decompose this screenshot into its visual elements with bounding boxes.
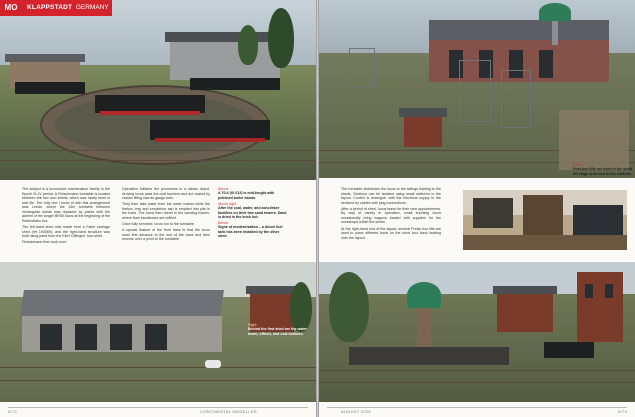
paragraph: At the right-hand end of the layout, several Preiss box lifts are used to place different locos on the short loco track leading onto the layout. [341, 226, 441, 240]
paragraph: Operation imitates the processes in a steam depot. Arriving locos pass the coal bunkers and are coaled by cranes lifting narrow gauge tubs. [122, 187, 210, 201]
layout-title: KLAPPSTADT [27, 4, 73, 11]
paragraph: They then take water from the water cranes while the firebox, tray and smokebox ash is emptied into pits in the track. The locos then travel to the sanding towers, where their sandboxes are refilled. [122, 202, 210, 220]
paragraph: The turntable distributes the locos to the sidings leading to the sheds. Sections can be isolated using small switches in the layout. Control is analogue, with the electrical supply to the sections by cables with plug connections. [341, 187, 441, 205]
page-number-right: 0/73 [618, 409, 627, 414]
magazine-name: CONTINENTAL MODELLER [200, 409, 257, 414]
page-number-left: 0/72 [8, 409, 17, 414]
paragraph: Once fully serviced, locos run to the turntable. [122, 222, 195, 227]
layout-country: GERMANY [75, 4, 109, 11]
paragraph: The left-hand shed was made from a Faller carriage shed (ref 190069), and the right-hand structure was built using parts from the Kibri ‘Dillingen’ loco shed. [22, 224, 110, 239]
body-column-2 [122, 187, 210, 243]
section-badge: MO [0, 0, 22, 16]
paragraph: The subject is a locomotive maintenance facility in the Epoch III–IV period. A Fleischmann turntable is located between the two loco sheds, which was newly seen in real life. The only one I know of with this arrangement was Leeds, where the 15m turntable between rectangular sheds was replaced by points with the advent of the longer BR50 locos at the beginning of the Reichsbahn era. [22, 187, 110, 223]
issue-date: AUGUST 2025 [341, 409, 371, 414]
left-page [0, 0, 316, 417]
paragraph: A special feature of the front track is that the locos must first advance to the end of the track and then reverse over a point to the turntable. [122, 228, 210, 242]
sand-tower-photo [319, 0, 635, 178]
water-tower-photo [319, 262, 635, 402]
caption-right: Right: Behind the first shed are the water tower, offices, and coal bunkers. [248, 323, 307, 336]
turntable-photo [0, 0, 316, 180]
article-header [22, 0, 112, 16]
body-column-3 [341, 187, 441, 242]
off-stage-photo [463, 190, 627, 250]
paragraph: After a period of shed, locos leave for their next appointments. By way of variety in operation, small shunting locos occasionally bring wagons loaded with supplies for the workshops within the sheds. [341, 206, 441, 225]
caption-above: Above: A 70-6 (IX 612) is mid-fought with polished boiler bands. Above right: After the coal, water, and ashclinker facilities on their two sand towers. Sand is dried in the brick hut. Below: Signs of modernisation – a diesel fuel tank has been installed by the other shed. [218, 187, 287, 239]
water-tower [539, 3, 571, 21]
right-page [319, 0, 635, 417]
paragraph: Fleischmann then took over. [22, 240, 67, 245]
body-column-1 [22, 187, 110, 246]
caption-below: Below: Post-box lifts are used in the small off-stage area next to the controls. [573, 163, 633, 176]
